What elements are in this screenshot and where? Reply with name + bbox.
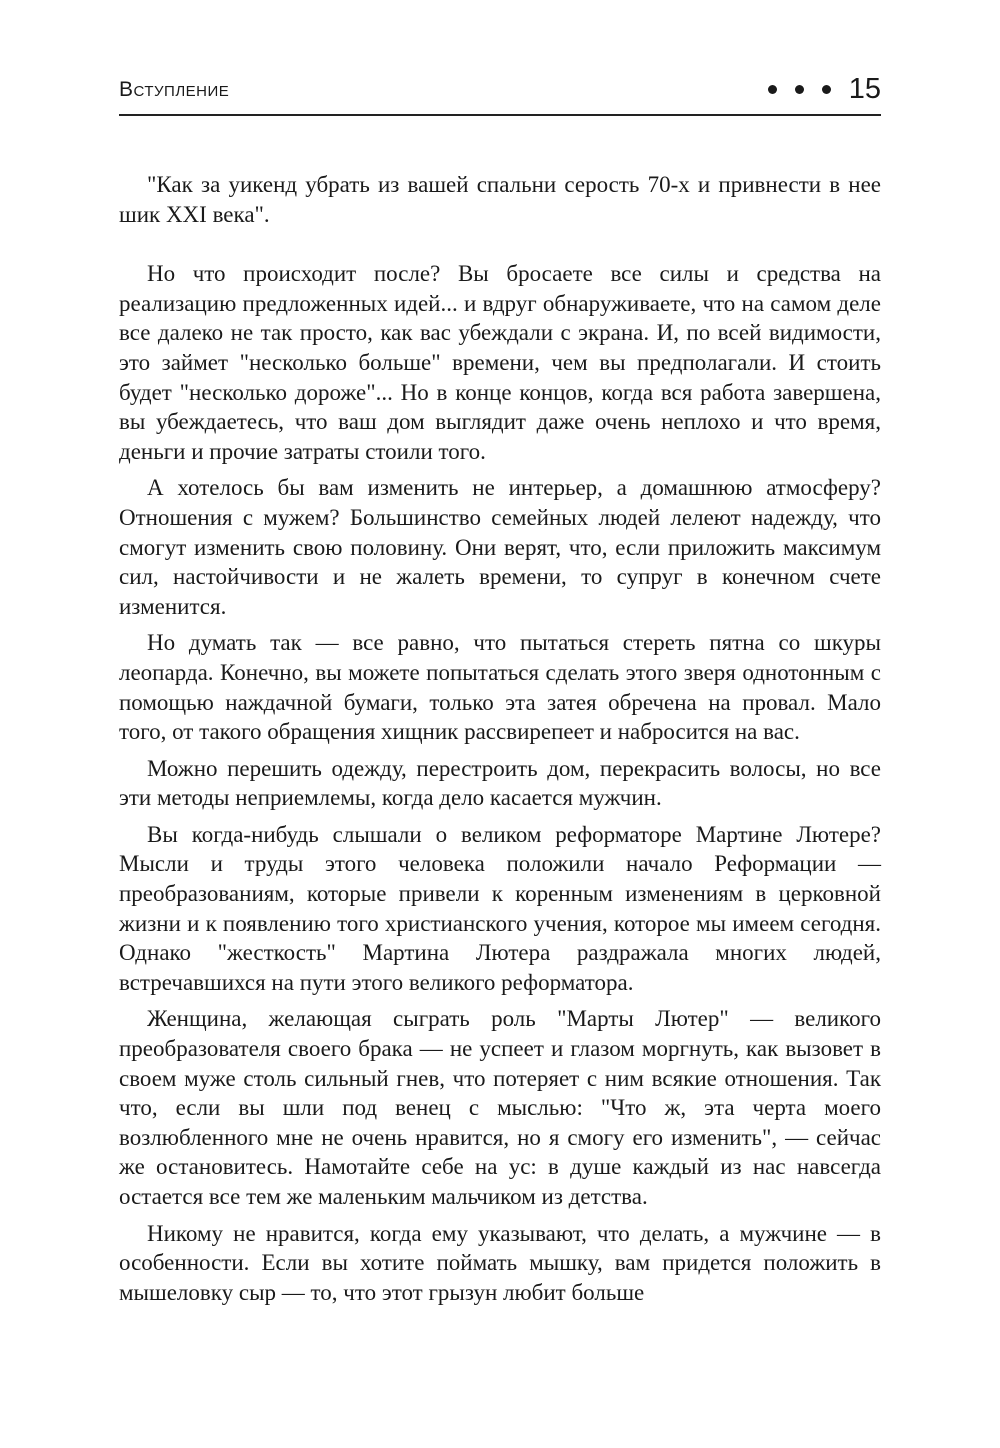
decorative-bullets [768,85,831,94]
bullet-icon [768,85,777,94]
page-number: 15 [848,73,881,105]
paragraph: Но думать так — все равно, что пытаться стереть пятна со шкуры леопарда. Конечно, вы можете попытаться сделать этого зверя однотонным с помощью наждачной бумаги, только эта затея обречена на провал. Мало того, от такого обращения хищник рассвирепеет и набросится на вас. [119,630,881,745]
paragraph: "Как за уикенд убрать из вашей спальни серость 70-х и привнести в нее шик XXI века". [119,172,881,227]
body-text [119,170,881,1314]
bullet-icon [822,85,831,94]
paragraph: Женщина, желающая сыграть роль "Марты Лютер" — великого преобразователя своего брака — не успеет и глазом моргнуть, как вызовет в своем муже столь сильный гнев, что потеряет с ним всякие отношения. Так что, если вы шли под венец с мыслью: "Что ж, эта черта моего возлюбленного мне не очень нравится, но я смогу его изменить", — сейчас же остановитесь. Намотайте себе на ус: в душе каждый из нас навсегда остается все тем же маленьким мальчиком из детства. [119,1006,881,1209]
paragraph: Можно перешить одежду, перестроить дом, перекрасить волосы, но все эти методы неприемлемы, когда дело касается мужчин. [119,755,881,811]
paragraph: Никому не нравится, когда ему указывают, что делать, а мужчине — в особенности. Если вы хотите поймать мышку, вам придется положить в мышеловку сыр — то, что этот грызун любит больше [119,1220,881,1305]
bullet-icon [795,85,804,94]
section-title: Вступление [119,78,230,101]
paragraph: А хотелось бы вам изменить не интерьер, а домашнюю атмосферу? Отношения с мужем? Большинство семейных людей лелеют надежду, что смогут изменить свою половину. Они верят, что, если приложить максимум сил, настойчивости и не жалеть времени, то супруг в конечном счете изменится. [119,475,881,619]
paragraph: Вы когда-нибудь слышали о великом реформаторе Мартине Лютере? Мысли и труды этого человека положили начало Реформации — преобразованиям, которые привели к коренным изменениям в церковной жизни и к появлению того христианского учения, которое мы имеем сегодня. Однако "жесткость" Мартина Лютера раздражала многих людей, встречавшихся на пути этого великого реформатора. [119,821,881,995]
running-head [119,70,881,116]
paragraph: Но что происходит после? Вы бросаете все силы и средства на реализацию предложенных идей... и вдруг обнаруживаете, что на самом деле все далеко не так просто, как вас убеждали с экрана. И, по всей видимости, это займет "несколько больше" времени, чем вы предполагали. И стоить будет "несколько дороже"... Но в конце концов, когда вся работа завершена, вы убеждаетесь, что ваш дом выглядит даже очень неплохо и что время, деньги и прочие затраты стоили того. [119,261,881,464]
page-marker [768,72,881,106]
